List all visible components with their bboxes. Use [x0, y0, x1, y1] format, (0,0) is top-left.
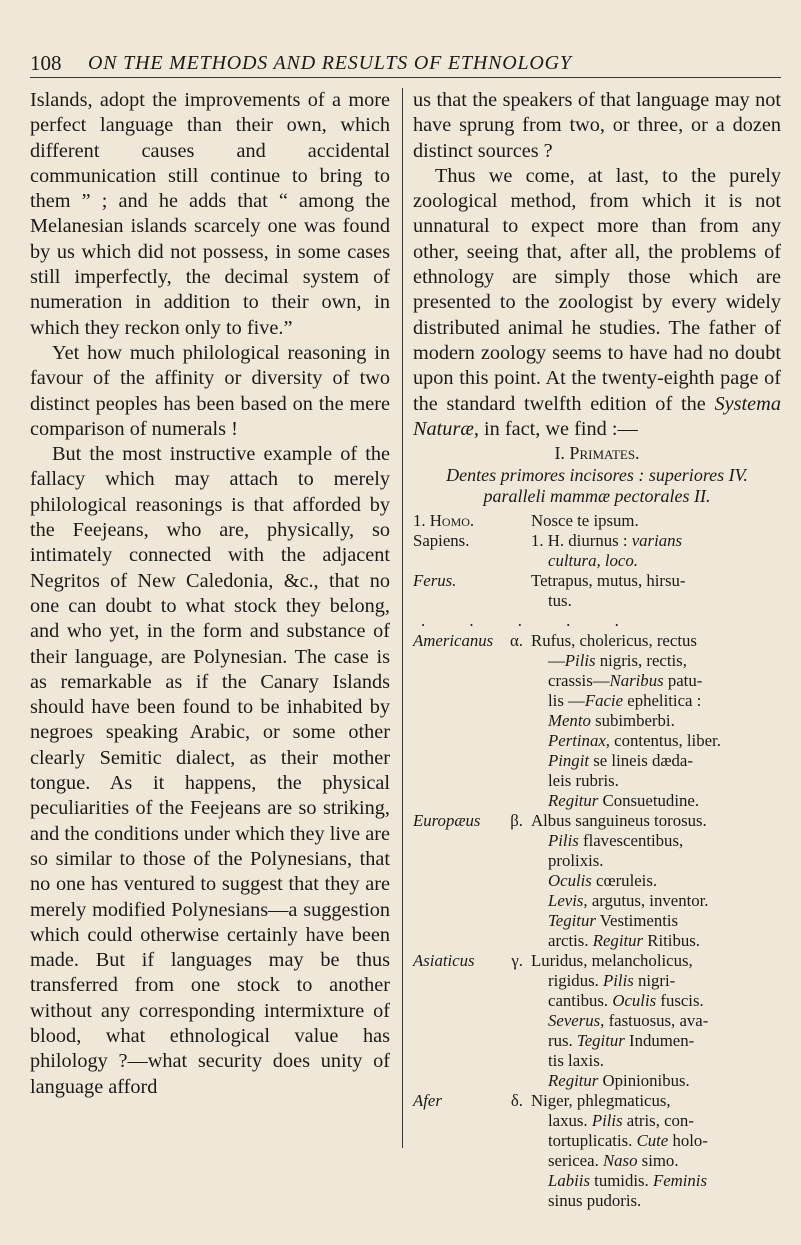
- text-run: patu-: [663, 671, 703, 691]
- text-run: Mento: [548, 711, 591, 731]
- text-run: Oculis: [548, 871, 592, 891]
- text-run: Asiaticus: [413, 951, 475, 971]
- text-run: laxus.: [548, 1111, 592, 1131]
- text-run: nigris, rectis,: [595, 651, 687, 671]
- ellipsis-row: . . . . .: [421, 611, 639, 631]
- text-run: Europæus: [413, 811, 481, 831]
- taxon-ferus: [413, 571, 781, 611]
- paragraph-1: Islands, adopt the improvements of a more perfect language than their own, which different causes and accidental communication still continue to bring to them ” ; and he adds that “ among the Melanesian islands scarcely one was found by us which did not possess, in some cases still imperfectly, the decimal system of numeration in addition to their own, in which they reckon only to five.”: [30, 89, 390, 339]
- text-run: Pilis: [564, 651, 596, 671]
- page-number: 108: [30, 51, 62, 75]
- greek-letter: α.: [510, 631, 523, 651]
- text-run: Pertinax,: [548, 731, 610, 751]
- taxon-line: [531, 871, 781, 891]
- paragraph-2: Yet how much philological reasoning in favour of the affinity or diversity of two distinct peoples has been based on the mere comparison of numerals !: [30, 341, 390, 440]
- book-title: Systema Naturæ: [413, 392, 781, 440]
- taxon-line: [531, 911, 781, 931]
- taxon-line: [531, 651, 781, 671]
- text-run: atris, con-: [622, 1111, 694, 1131]
- taxon-line: [531, 1151, 781, 1171]
- paragraph-zoological: [413, 164, 781, 442]
- text-run: holo-: [668, 1131, 708, 1151]
- taxon-americanus: [413, 631, 781, 811]
- greek-letter: γ.: [511, 951, 523, 971]
- text-run: simo.: [637, 1151, 679, 1171]
- text-run: Facie: [584, 691, 624, 711]
- taxon-line: Albus sanguineus torosus.: [531, 811, 707, 831]
- text-run: flavescentibus,: [578, 831, 684, 851]
- text-run: Pingit: [548, 751, 590, 771]
- taxon-line: [531, 1171, 781, 1191]
- taxon-line: [531, 971, 781, 991]
- text-run: contentus, liber.: [609, 731, 721, 751]
- taxon-label: [413, 631, 531, 651]
- taxon-label: [413, 811, 531, 831]
- taxon-afer: [413, 1091, 781, 1211]
- taxon-line: [531, 1131, 781, 1151]
- text-run: rigidus.: [548, 971, 604, 991]
- latin-line-2: paralleli mammæ pectorales II.: [483, 486, 711, 507]
- taxon-line: leis rubris.: [548, 771, 619, 791]
- taxon-description: [531, 531, 781, 571]
- taxa-list: [413, 511, 781, 1211]
- taxon-line: [531, 731, 781, 751]
- taxon-description: [531, 811, 781, 951]
- text-run: Severus,: [548, 1011, 605, 1031]
- taxon-line: [531, 791, 781, 811]
- taxon-line: [531, 691, 781, 711]
- taxon-line: cultura, loco.: [548, 551, 638, 571]
- text-run: Naribus: [609, 671, 664, 691]
- text-run: argutus, inventor.: [587, 891, 709, 911]
- text-run: tumidis.: [589, 1171, 653, 1191]
- column-divider: [402, 88, 403, 1148]
- text-run: cœruleis.: [591, 871, 658, 891]
- taxon-line: Luridus, melancholicus,: [531, 951, 693, 971]
- taxon-asiaticus: [413, 951, 781, 1091]
- taxon-line: [531, 891, 781, 911]
- text-run: Levis,: [548, 891, 588, 911]
- text-run: ephelitica :: [623, 691, 702, 711]
- text-run: Afer: [413, 1091, 442, 1111]
- text-run: tortuplicatis.: [548, 1131, 637, 1151]
- header-rule: [30, 77, 781, 78]
- right-column: [413, 88, 781, 1211]
- taxon-line: [531, 711, 781, 731]
- text-run: Indumen-: [624, 1031, 695, 1051]
- taxon-description: [531, 571, 781, 611]
- text-run: Regitur: [592, 931, 644, 951]
- text-run: Cute: [636, 1131, 669, 1151]
- latin-line-1: Dentes primores incisores : superiores IV.: [446, 465, 748, 486]
- text-run: Labiis: [548, 1171, 590, 1191]
- text-run: varians: [631, 531, 683, 551]
- running-title: ON THE METHODS AND RESULTS OF ETHNOLOGY: [88, 52, 572, 74]
- taxon-line: [531, 931, 781, 951]
- text-run: Regitur: [548, 1071, 599, 1091]
- text-run: —: [548, 651, 565, 671]
- taxon-label: [413, 951, 531, 971]
- text-run: Feminis: [652, 1171, 708, 1191]
- section-heading: [413, 442, 781, 465]
- text-run: Regitur: [548, 791, 599, 811]
- text-run: rus.: [548, 1031, 577, 1051]
- taxon-line: [531, 531, 781, 551]
- paragraph-3: But the most instructive example of the fallacy which may attach to merely philological reasonings is that afforded by the Feejeans, who are, physically, so intimately connected with the adjacent Negritos of New Caledonia, &c., that no one can doubt to what stock they belong, and who yet, in the form and substance of their language, are Polynesian. The case is as remarkable as if the Canary Islands should have been found to be inhabited by negroes speaking Arabic, or some other clearly Semitic dialect, as their mother tongue. As it happens, the physical peculiarities of the Feejeans are so striking, and the conditions under which they live are so similar to those of the Polynesians, that no one has ventured to suggest that they are merely modified Polynesians—a suggestion which could otherwise certainly have been made. But if languages may be thus transferred from one stock to another without any corresponding intermixture of blood, what ethnological value has philology ?—what security does unity of language afford: [30, 443, 390, 1098]
- taxon-sapiens: [413, 531, 781, 571]
- text-run: Vestimentis: [595, 911, 679, 931]
- taxon-description: [531, 511, 781, 531]
- left-column: [30, 88, 390, 1100]
- text-run: Consuetudine.: [598, 791, 700, 811]
- taxon-line: tus.: [548, 591, 572, 611]
- taxon-europaeus: [413, 811, 781, 951]
- text-run: fastuosus, ava-: [604, 1011, 709, 1031]
- taxon-line: [531, 1031, 781, 1051]
- text-run: sericea.: [548, 1151, 603, 1171]
- text-run: crassis—: [548, 671, 610, 691]
- taxon-description: [531, 1091, 781, 1211]
- taxon-line: [531, 1111, 781, 1131]
- taxon-line: prolixis.: [548, 851, 604, 871]
- greek-letter: β.: [510, 811, 523, 831]
- text-run: Pilis: [603, 971, 634, 991]
- taxon-line: [531, 671, 781, 691]
- text-run: lis —: [548, 691, 585, 711]
- heading-text: I. Primates.: [554, 443, 640, 464]
- text-run: Pilis: [548, 831, 579, 851]
- taxon-line: tis laxis.: [548, 1051, 604, 1071]
- text-run: Opinionibus.: [598, 1071, 690, 1091]
- text-run: se lineis dæda-: [589, 751, 693, 771]
- taxon-line: [531, 991, 781, 1011]
- text-run: nigri-: [633, 971, 676, 991]
- text-run: Americanus: [413, 631, 494, 651]
- paragraph-text: Thus we come, at last, to the purely zoological method, from which it is not unnatural to expect more than from any other, seeing that, after all, the problems of ethnology are simply those which are presented to the zoologist by every widely distributed animal he studies. The father of modern zoology seems to have had no doubt upon this point. At the twenty-eighth page of the standard twelfth edition of the: [413, 164, 781, 415]
- taxon-line: Niger, phlegmaticus,: [531, 1091, 671, 1111]
- taxon-description: [531, 631, 781, 811]
- text-run: fuscis.: [656, 991, 704, 1011]
- taxon-label: [413, 1091, 531, 1111]
- text-run: Ritibus.: [643, 931, 700, 951]
- text-run: subimberbi.: [590, 711, 675, 731]
- paragraph-text-end: , in fact, we find :—: [473, 417, 638, 440]
- text-run: Pilis: [591, 1111, 623, 1131]
- taxon-line: Rufus, cholericus, rectus: [531, 631, 697, 651]
- text-run: Oculis: [612, 991, 657, 1011]
- taxon-homo: [413, 511, 781, 531]
- taxon-label: 1. Homo.: [413, 511, 475, 531]
- running-head: [30, 50, 781, 80]
- taxon-line: Tetrapus, mutus, hirsu-: [531, 571, 686, 591]
- taxon-line: [531, 1011, 781, 1031]
- taxon-description: [531, 951, 781, 1091]
- taxon-label: Ferus.: [413, 571, 457, 591]
- taxon-line: Nosce te ipsum.: [531, 511, 639, 531]
- paragraph-continuation: us that the speakers of that language may not have sprung from two, or three, or a dozen distinct sources ?: [413, 89, 781, 162]
- text-run: Tegitur: [576, 1031, 625, 1051]
- text-run: 1. H. diurnus :: [531, 531, 628, 551]
- greek-letter: δ.: [510, 1091, 523, 1111]
- text-run: cantibus.: [548, 991, 613, 1011]
- taxon-line: [531, 831, 781, 851]
- text-run: Tegitur: [548, 911, 596, 931]
- taxon-line: [531, 751, 781, 771]
- taxon-label: Sapiens.: [413, 531, 470, 551]
- text-run: Naso: [602, 1151, 638, 1171]
- taxon-line: sinus pudoris.: [548, 1191, 642, 1211]
- taxon-line: [531, 1071, 781, 1091]
- text-run: arctis.: [548, 931, 593, 951]
